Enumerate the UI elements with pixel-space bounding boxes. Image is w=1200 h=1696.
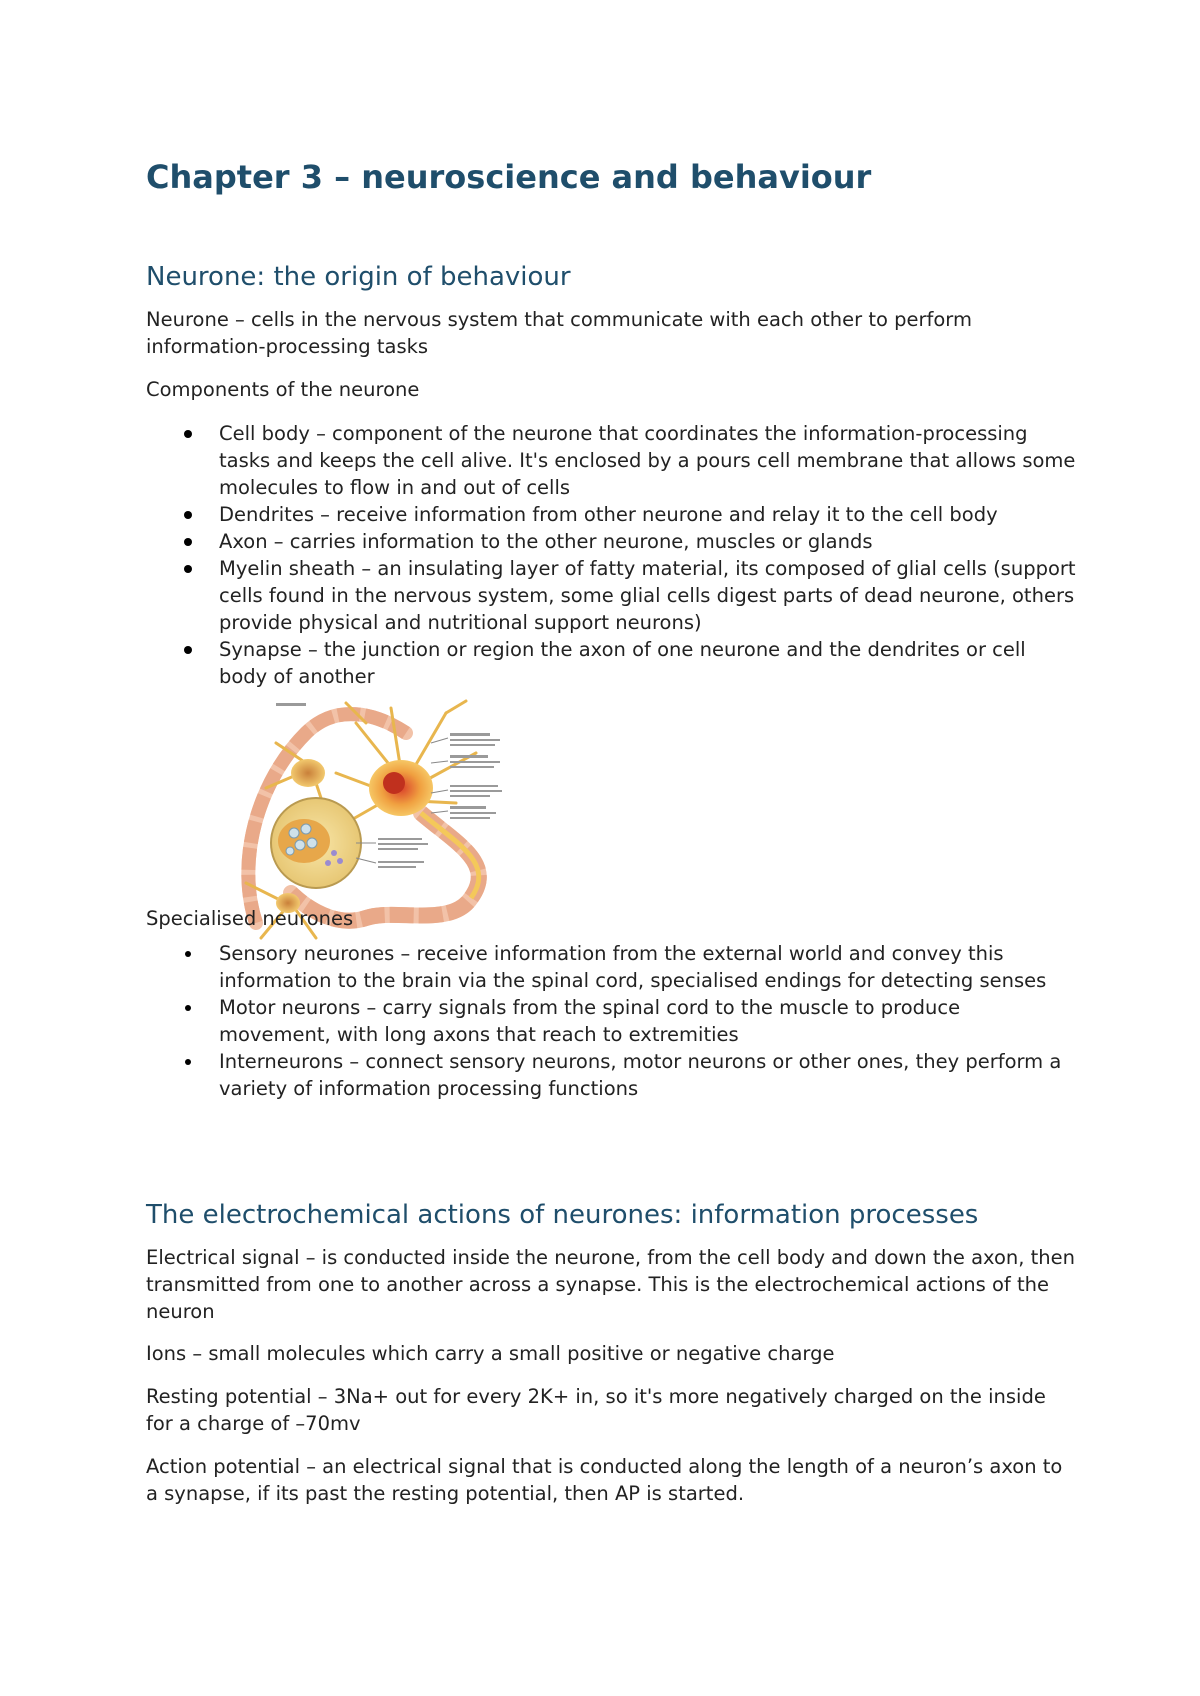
specialised-list-block	[146, 940, 1076, 1102]
bullet-icon	[185, 951, 191, 957]
bullet-icon	[184, 511, 192, 519]
list-item: Dendrites – receive information from other neurone and relay it to the cell body	[146, 501, 1076, 528]
section-heading-electrochemical: The electrochemical actions of neurones: information processes	[146, 1200, 979, 1230]
list-item: Myelin sheath – an insulating layer of fatty material, its composed of glial cells (support cells found in the nervous system, some glial cells digest parts of dead neurone, others provide physical and nutritional support neurons)	[146, 555, 1076, 636]
ions-block	[146, 1340, 1076, 1367]
list-item: Sensory neurones – receive information from the external world and convey this information to the brain via the spinal cord, specialised endings for detecting senses	[146, 940, 1076, 994]
components-label: Components of the neurone	[146, 378, 420, 401]
bullet-icon	[184, 565, 192, 573]
neurone-definition: Neurone – cells in the nervous system that communicate with each other to perform information-processing tasks	[146, 308, 972, 358]
neurone-definition-block	[146, 306, 1076, 360]
page-title: Chapter 3 – neuroscience and behaviour	[146, 158, 872, 196]
bullet-icon	[184, 646, 192, 654]
electrical-signal-block	[146, 1244, 1076, 1325]
specialised-list	[146, 940, 1076, 1102]
list-item: Motor neurons – carry signals from the spinal cord to the muscle to produce movement, with long axons that reach to extremities	[146, 994, 1076, 1048]
bullet-icon	[185, 1005, 191, 1011]
bullet-icon	[185, 1059, 191, 1065]
paragraph: Ions – small molecules which carry a small positive or negative charge	[146, 1342, 835, 1365]
action-potential-block	[146, 1453, 1076, 1507]
components-list-block	[146, 420, 1076, 690]
bullet-icon	[184, 538, 192, 546]
specialised-label-block	[146, 905, 1076, 932]
components-label-block	[146, 376, 1076, 403]
paragraph: Resting potential – 3Na+ out for every 2K+ in, so it's more negatively charged on the inside for a charge of –70mv	[146, 1385, 1046, 1435]
paragraph: Action potential – an electrical signal that is conducted along the length of a neuron’s axon to a synapse, if its past the resting potential, then AP is started.	[146, 1455, 1063, 1505]
list-item: Axon – carries information to the other neurone, muscles or glands	[146, 528, 1076, 555]
paragraph: Electrical signal – is conducted inside the neurone, from the cell body and down the axon, then transmitted from one to another across a synapse. This is the electrochemical actions of the neuron	[146, 1246, 1076, 1323]
list-item: Synapse – the junction or region the axon of one neurone and the dendrites or cell body of another	[146, 636, 1076, 690]
components-list	[146, 420, 1076, 690]
resting-potential-block	[146, 1383, 1076, 1437]
section-heading-neurone: Neurone: the origin of behaviour	[146, 262, 571, 292]
list-item: Cell body – component of the neurone that coordinates the information-processing tasks and keeps the cell alive. It's enclosed by a pours cell membrane that allows some molecules to flow in and out of cells	[146, 420, 1076, 501]
list-item: Interneurons – connect sensory neurons, motor neurons or other ones, they perform a variety of information processing functions	[146, 1048, 1076, 1102]
bullet-icon	[184, 430, 192, 438]
specialised-label: Specialised neurones	[146, 907, 354, 930]
